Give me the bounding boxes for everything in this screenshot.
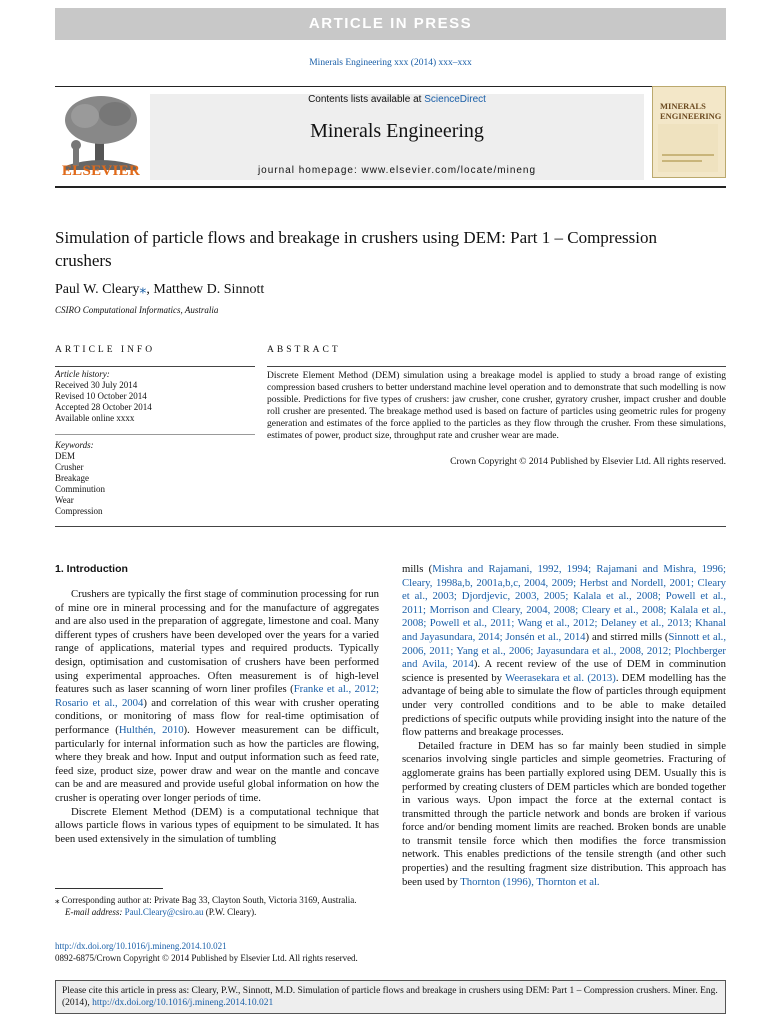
body-column-right: mills (Mishra and Rajamani, 1992, 1994; Rajamani and Mishra, 1996; Cleary, 1998a,b, 2001a,b,c, 2004, 2009; Herbst and Nordell, 2001; Cleary et al., 2003; Djordjevic, 2003, 2005; Kalala et al., 2008; Powell et al., 2011; Morrison and Cleary, 2004, 2008; Cleary et al., 2008; Kalala et al., 2008; Powell et al., 2011; Wang et al., 2012; Delaney et al., 2013; Khanal and Jayasundara, 2014; Jonsén et al., 2014) and stirred mills (Sinnott et al., 2006, 2011; Yang et al., 2006; Jayasundara et al., 2008, 2012; Plochberger and Avila, 2014). A recent review of the use of DEM in comminution science is presented by Weerasekara et al. (2013). DEM modelling has the advantage of being able to simulate the flow of particles through equipment under very controlled conditions and to be able to make detailed predictions of specific outputs while providing insight into the nature of the flow patterns and breakage processes. Detailed fracture in DEM has so far mainly been studied in simple scenarios involving single particles and simple geometries. Fracturing of agglomerate grains has been partially explored using DEM. Usually this is performed by creating clusters of DEM particles which are bonded together in various ways. Upon impact the force at the external contact is transmitted through the particle network and bonds are broken if various force and/or bending moment limits are reached. Broken bonds are unable to transmit tensile force which then modifies the force transmission network. This enables predictions of the tensile strength (and other such properties) and the resulting fragment size distribution. This approach has been used by Thornton (1996), Thornton et al. <box>402 563 727 888</box>
keyword: Compression <box>55 506 103 516</box>
cite-doi-link[interactable]: http://dx.doi.org/10.1016/j.mineng.2014.10.021 <box>92 998 274 1008</box>
article-in-press-banner: ARTICLE IN PRESS <box>55 8 726 40</box>
article-info-rule <box>55 366 255 367</box>
author-list: Paul W. Cleary⁎, Matthew D. Sinnott <box>55 282 265 297</box>
journal-name: Minerals Engineering <box>310 120 484 142</box>
abstract-rule <box>267 366 726 367</box>
abstract-text: Discrete Element Method (DEM) simulation using a breakage model is applied to study a broad range of existing compression based crushers to better understand machine level operation and to demonstrate that such modelling is now possible. Predictions for five types of crushers: jaw crusher, cone crusher, gyratory crusher, impact crusher and double roll crusher are presented. The breakage method used is based on facture of particles using geometric rules for progeny generation and estimates of the force applied to the particles as they flow through the crusher. From these simulations, estimates of power, product size, throughput rate and crusher wear are made. <box>267 371 726 441</box>
header-top-rule <box>55 86 726 87</box>
corresponding-author-mark[interactable]: ⁎ <box>139 282 147 297</box>
keyword: Comminution <box>55 484 106 494</box>
journal-reference-link[interactable]: Minerals Engineering xxx (2014) xxx–xxx <box>309 58 472 68</box>
info-divider <box>55 434 255 435</box>
author-name: Matthew D. Sinnott <box>153 282 265 297</box>
paper-title: Simulation of particle flows and breakage in crushers using DEM: Part 1 – Compression crushers <box>55 228 657 270</box>
issn-copyright: 0892-6875/Crown Copyright © 2014 Published by Elsevier Ltd. All rights reserved. <box>55 953 358 963</box>
front-matter-bottom-rule <box>55 526 726 527</box>
article-info-heading: ARTICLE INFO <box>55 345 156 355</box>
journal-homepage: journal homepage: www.elsevier.com/locate/mineng <box>257 165 537 176</box>
cover-decoration-icon <box>658 124 718 172</box>
citation-link[interactable]: Mishra and Rajamani, 1992, 1994; Rajamani and Mishra, 1996; Cleary, 1998a,b, 2001a,b,c, 2004, 2009; Herbst and Nordell, 2001; Cleary et al., 2003; Djordjevic, 2003, 2005; Kalala et al., 2008; Powell et al., 2011; Morrison and Cleary, 2004, 2008; Cleary et al., 2008; Kalala et al., 2008; Powell et al., 2011; Wang et al., 2012; Delaney et al., 2013; Khanal and Jayasundara, 2014; Jonsén et al., 2014 <box>402 563 726 643</box>
keywords-list: Keywords: DEM Crusher Breakage Comminution Wear Compression <box>55 440 245 517</box>
abstract-heading: ABSTRACT <box>267 345 341 355</box>
keyword: DEM <box>55 451 75 461</box>
sciencedirect-link[interactable]: ScienceDirect <box>424 94 486 105</box>
footnote-rule <box>55 888 163 889</box>
body-column-left: Crushers are typically the first stage of comminution processing for run of mine ore in mineral processing and for the manufacture of aggregates and are also used in the preparation of aggregate, limestone and coal. Many different types of crushers have been developed over the years for a varied range of applications, material types and required products. Typically design, optimisation and customisation of crushers have been performed using experimental approaches. Often measurement is of high-level features such as laser scanning of worn liner profiles (Franke et al., 2012; Rosario et al., 2004) and correlation of this wear with crusher operating conditions, or monitoring of mass flow for real-time optimisation of performance (Hulthén, 2010). However measurement can be difficult, particularly for internal information such as how the particles are flowing, where they break and how. Input and output information such as feed rate, feed size, product size, power draw and wear on the mantle and concave can be and are measured and provide useful global information on how the crusher is operating over longer periods of time. Discrete Element Method (DEM) is a computational technique that allows particle flows in various types of equipment to be simulated. It has been used extensively in the simulation of tumbling <box>55 588 379 845</box>
header-bottom-rule <box>55 186 726 188</box>
keyword: Crusher <box>55 462 84 472</box>
section-heading: 1. Introduction <box>55 563 128 575</box>
citation-link[interactable]: Thornton (1996), Thornton et al. <box>460 875 600 888</box>
cover-title: MINERALS ENGINEERING <box>660 101 722 121</box>
citation-notice-box: Please cite this article in press as: Cleary, P.W., Sinnott, M.D. Simulation of particle flows and breakage in crushers using DEM: Part 1 – Compression crushers. Miner. Eng. (2014), http://dx.doi.org/10.1016/j.mineng.2014.10.021 <box>55 980 726 1014</box>
keyword: Wear <box>55 495 74 505</box>
citation-link[interactable]: Hulthén, 2010 <box>118 723 184 736</box>
contents-line: Contents lists available at ScienceDirect <box>308 94 486 105</box>
author-affiliation: CSIRO Computational Informatics, Australia <box>55 305 219 315</box>
article-history: Article history: Received 30 July 2014 Revised 10 October 2014 Accepted 28 October 2014 Available online xxxx <box>55 369 152 423</box>
elsevier-wordmark: ELSEVIER <box>61 163 141 179</box>
author-name: Paul W. Cleary <box>55 282 140 297</box>
citation-link[interactable]: Sinnott et al., 2006, 2011; Yang et al., 2006; Jayasundara et al., 2008, 2012; Plochberger and Avila, 2014 <box>402 630 727 671</box>
keyword: Breakage <box>55 473 89 483</box>
abstract-copyright: Crown Copyright © 2014 Published by Elsevier Ltd. All rights reserved. <box>450 457 726 467</box>
corresponding-author-footnote: ⁎ Corresponding author at: Private Bag 33, Clayton South, Victoria 3169, Australia. E-mail address: Paul.Cleary@csiro.au (P.W. Cleary). <box>55 895 357 917</box>
doi-link[interactable]: http://dx.doi.org/10.1016/j.mineng.2014.10.021 <box>55 941 227 951</box>
citation-link[interactable]: Franke et al., 2012; Rosario et al., 2004 <box>55 683 379 709</box>
citation-link[interactable]: Weerasekara et al. (2013) <box>505 671 616 684</box>
author-email-link[interactable]: Paul.Cleary@csiro.au <box>124 906 204 917</box>
